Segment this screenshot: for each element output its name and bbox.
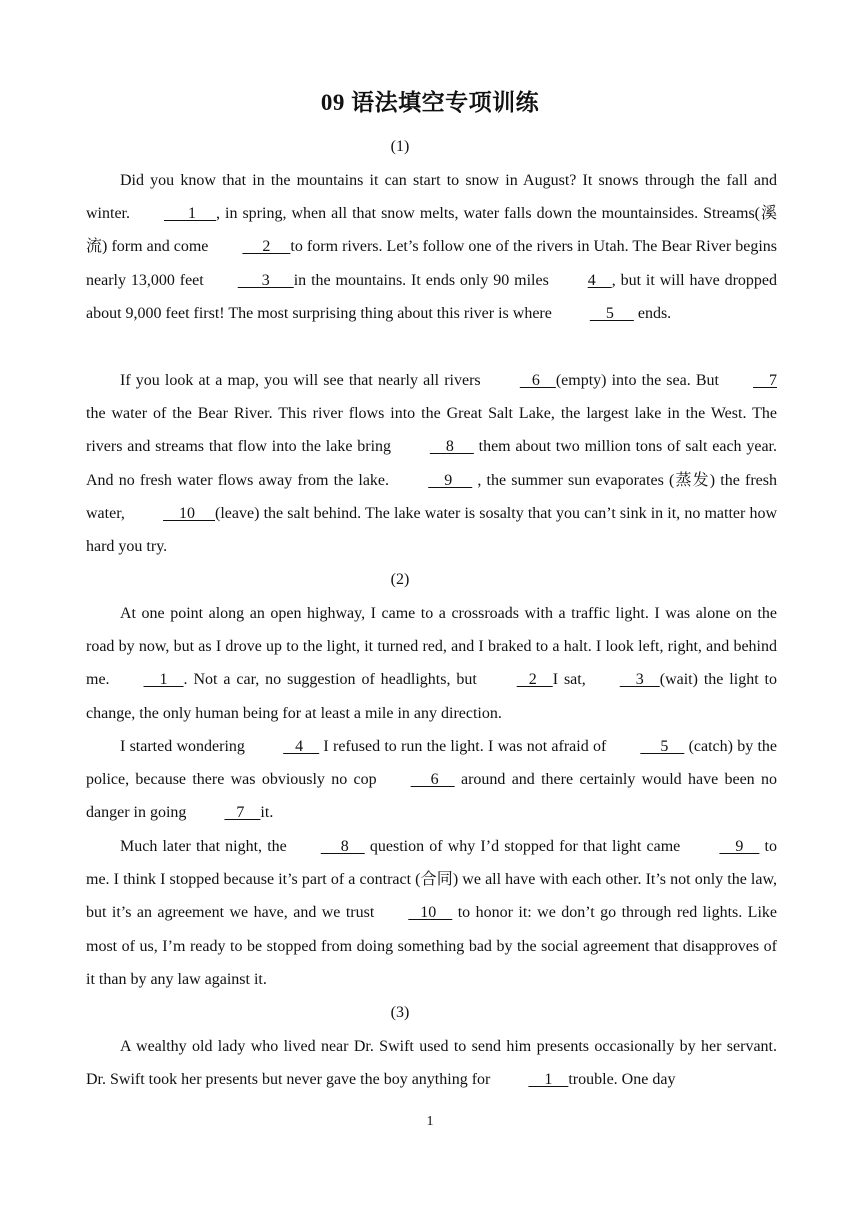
- page-title: 09 语法填空专项训练: [320, 90, 540, 115]
- paragraph-text: (empty) into the sea. But: [555, 372, 719, 389]
- blank-6[interactable]: 6: [410, 771, 455, 789]
- paragraph-text: . Not a car, no suggestion of headlights, but: [183, 671, 483, 689]
- blank-8[interactable]: 8: [429, 438, 474, 456]
- blank-3[interactable]: 3: [237, 271, 294, 289]
- paragraph-text: , in spring, when all that snow melts, water falls down the mountainsides. Streams(溪流) form and come: [86, 205, 777, 256]
- blank-7[interactable]: 7: [753, 372, 777, 389]
- blank-5[interactable]: 5: [640, 738, 685, 755]
- section-2-paragraph-1: [86, 597, 777, 730]
- section-3-paragraph-1: [86, 1030, 777, 1096]
- paragraph-text: to form rivers. Let’s follow one of the rivers in Utah. The Bear River begins nearly 13,000 feet: [86, 238, 777, 289]
- blank-8[interactable]: 8: [320, 838, 365, 855]
- section-2-paragraph-3: [86, 830, 777, 996]
- paragraph-text: I started wondering: [120, 738, 250, 755]
- blank-5[interactable]: 5: [589, 304, 634, 322]
- blank-4[interactable]: 4: [587, 271, 612, 289]
- blank-10[interactable]: 10: [408, 904, 453, 922]
- blank-4[interactable]: 4: [283, 738, 320, 755]
- blank-6[interactable]: 6: [519, 372, 556, 389]
- section-1-paragraph-2: [86, 364, 777, 563]
- blank-9[interactable]: 9: [719, 838, 760, 855]
- paragraph-text: A wealthy old lady who lived near Dr. Swift used to send him presents occasionally by her servant. Dr. Swift took her presents but never gave the boy anything for: [86, 1038, 777, 1089]
- paragraph-text: (catch) by the police, because there was obviously no cop: [86, 738, 778, 789]
- paragraph-text: At one point along an open highway, I came to a crossroads with a traffic light. I was alone on the road by now, but as I drove up to the light, it turned red, and I braked to a halt. I look left, right, and behind me.: [86, 605, 777, 689]
- paragraph-text: to honor it: we don’t go through red lights. Like most of us, I’m ready to be stopped from doing something bad by the social agreement that disapproves of it than by any law against it.: [86, 904, 777, 988]
- paragraph-text: I sat,: [552, 671, 586, 689]
- paragraph-text: ends.: [633, 304, 672, 322]
- section-1-paragraph-1: [86, 164, 777, 330]
- blank-1[interactable]: 1: [528, 1071, 569, 1089]
- paragraph-text: them about two million tons of salt each year. And no fresh water flows away from the lake.: [86, 438, 777, 489]
- page-number: 1: [426, 1114, 434, 1129]
- paragraph-text: If you look at a map, you will see that nearly all rivers: [120, 372, 486, 389]
- paragraph-text: I refused to run the light. I was not afraid of: [319, 738, 607, 755]
- paragraph-text: it.: [260, 804, 274, 822]
- paragraph-text: (wait) the light to change, the only human being for at least a mile in any direction.: [86, 671, 777, 722]
- paragraph-text: question of why I’d stopped for that light came: [364, 838, 686, 855]
- paragraph-text: to me. I think I stopped because it’s part of a contract (合同) we all have with each other. It’s not only the law, but it’s an agreement we have, and we trust: [86, 838, 778, 922]
- paragraph-text: trouble. One day: [568, 1071, 676, 1089]
- blank-9[interactable]: 9: [428, 471, 473, 489]
- paragraph-text: in the mountains. It ends only 90 miles: [293, 271, 554, 289]
- paragraph-text: around and there certainly would have been no danger in going: [86, 771, 777, 822]
- blank-1[interactable]: 1: [164, 205, 216, 223]
- blank-1[interactable]: 1: [143, 671, 184, 689]
- blank-2[interactable]: 2: [516, 671, 553, 689]
- paragraph-text: , but it will have dropped about 9,000 feet first! The most surprising thing about this river is where: [86, 271, 778, 322]
- section-heading-2: (2): [390, 571, 410, 588]
- section-2-paragraph-2: [86, 730, 777, 830]
- section-heading-3: (3): [390, 1004, 410, 1021]
- blank-7[interactable]: 7: [224, 804, 261, 822]
- paragraph-text: Did you know that in the mountains it can start to snow in August? It snows through the fall and winter.: [86, 172, 777, 223]
- paragraph-text: (leave) the salt behind. The lake water is sosalty that you can’t sink in it, no matter how hard you try.: [86, 504, 777, 556]
- paragraph-text: , the summer sun evaporates (蒸发) the fresh water,: [86, 471, 777, 522]
- paragraph-text: the water of the Bear River. This river flows into the Great Salt Lake, the largest lake in the West. The rivers and streams that flow into the lake bring: [86, 405, 777, 456]
- section-heading-1: (1): [390, 138, 410, 155]
- blank-3[interactable]: 3: [619, 671, 660, 689]
- blank-2[interactable]: 2: [242, 238, 291, 256]
- paragraph-text: Much later that night, the: [120, 838, 287, 855]
- blank-10[interactable]: 10: [163, 504, 216, 522]
